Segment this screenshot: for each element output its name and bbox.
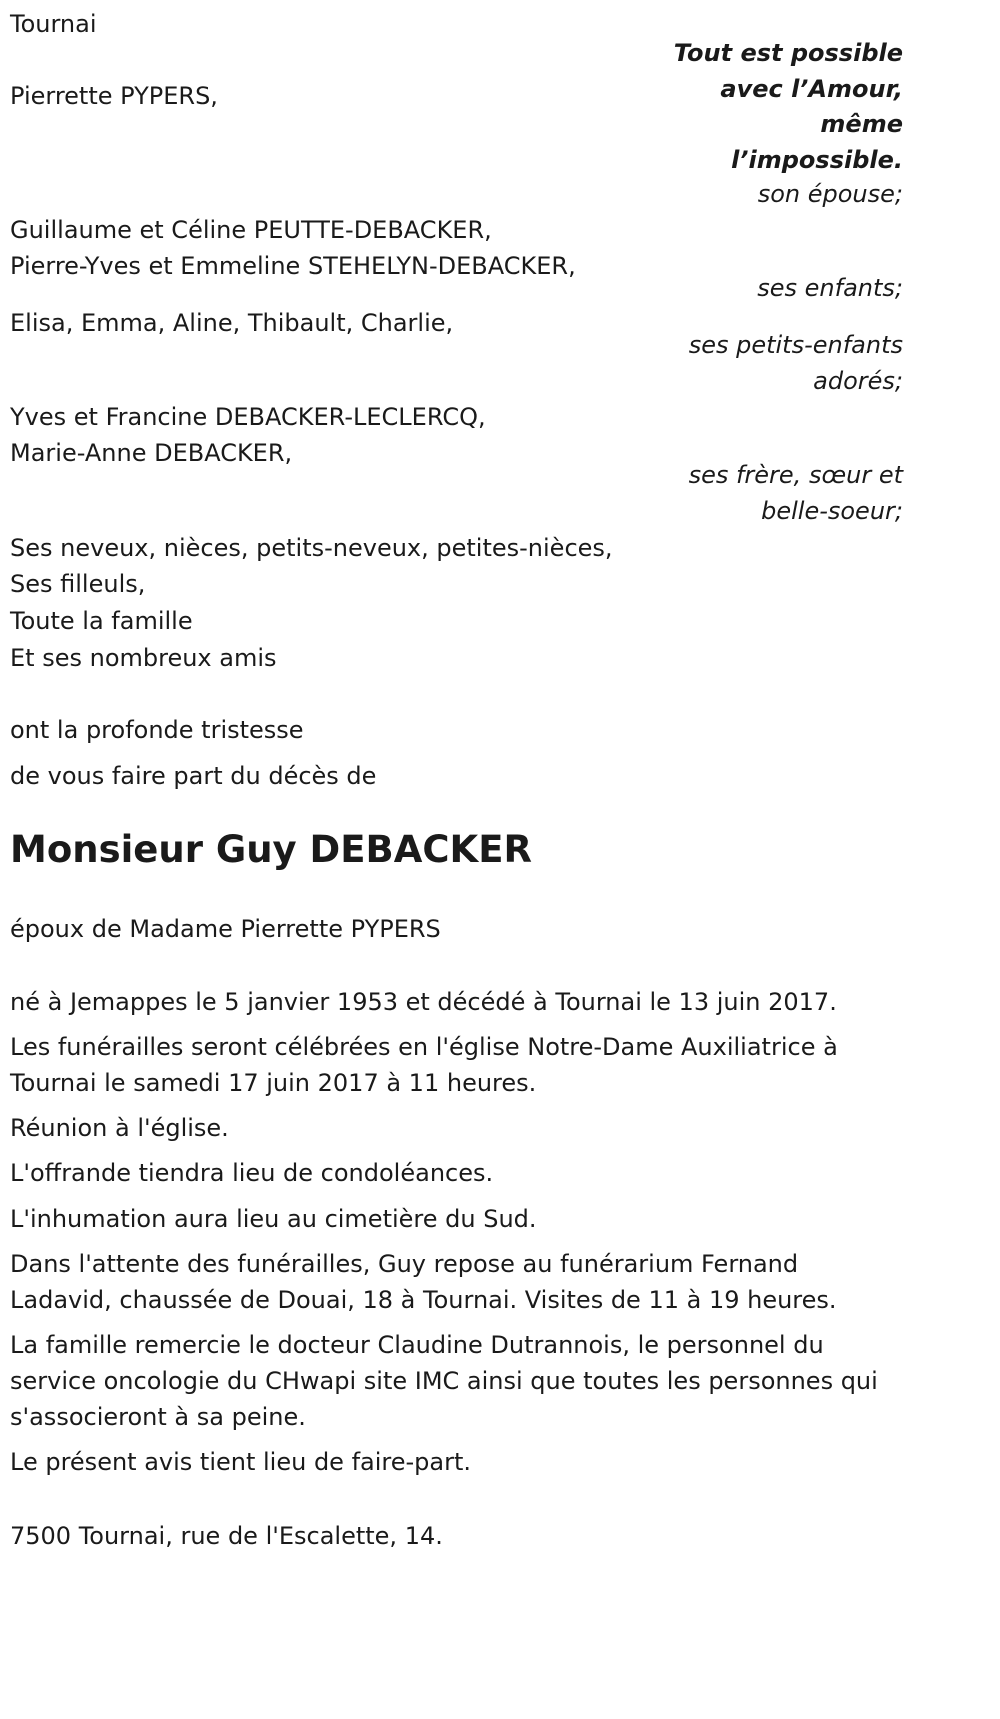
relatives-line: Et ses nombreux amis — [10, 644, 277, 672]
relatives-line: Toute la famille — [10, 607, 193, 635]
funeral-line: Tournai le samedi 17 juin 2017 à 11 heures. — [10, 1069, 537, 1097]
city-heading: Tournai — [10, 10, 97, 38]
relatives-line: Ses filleuls, — [10, 570, 146, 598]
child-name: Guillaume et Céline PEUTTE-DEBACKER, — [10, 216, 492, 244]
child-name: Pierre-Yves et Emmeline STEHELYN-DEBACKER, — [10, 252, 576, 280]
thanks-line: service oncologie du CHwapi site IMC ainsi que toutes les personnes qui — [10, 1367, 878, 1395]
spouse-role: son épouse; — [757, 180, 903, 208]
sibling-name: Yves et Francine DEBACKER-LECLERCQ, — [10, 403, 486, 431]
thanks-line: s'associeront à sa peine. — [10, 1403, 306, 1431]
offering-line: L'offrande tiendra lieu de condoléances. — [10, 1159, 494, 1187]
motto-line: même — [820, 110, 903, 138]
motto-line: l’impossible. — [731, 146, 903, 174]
siblings-role: ses frère, sœur et — [688, 461, 903, 489]
rest-line: Dans l'attente des funérailles, Guy repose au funérarium Fernand — [10, 1250, 799, 1278]
children-role: ses enfants; — [757, 274, 903, 302]
meeting-line: Réunion à l'église. — [10, 1114, 229, 1142]
relatives-line: Ses neveux, nièces, petits-neveux, petites-nièces, — [10, 534, 613, 562]
spouse-name: Pierrette PYPERS, — [10, 82, 218, 110]
notice-line: Le présent avis tient lieu de faire-part. — [10, 1448, 472, 1476]
funeral-line: Les funérailles seront célébrées en l'église Notre-Dame Auxiliatrice à — [10, 1033, 838, 1061]
birth-death: né à Jemappes le 5 janvier 1953 et décédé à Tournai le 13 juin 2017. — [10, 988, 837, 1016]
announcement-line: de vous faire part du décès de — [10, 762, 377, 790]
motto-line: Tout est possible — [673, 39, 903, 67]
deceased-name: Monsieur Guy DEBACKER — [10, 828, 532, 871]
rest-line: Ladavid, chaussée de Douai, 18 à Tournai. Visites de 11 à 19 heures. — [10, 1286, 837, 1314]
motto-line: avec l’Amour, — [720, 75, 903, 103]
grandchildren-role: adorés; — [813, 367, 903, 395]
burial-line: L'inhumation aura lieu au cimetière du Sud. — [10, 1205, 537, 1233]
announcement-line: ont la profonde tristesse — [10, 716, 304, 744]
siblings-role: belle-soeur; — [761, 497, 903, 525]
address-line: 7500 Tournai, rue de l'Escalette, 14. — [10, 1522, 443, 1550]
spouse-of: époux de Madame Pierrette PYPERS — [10, 915, 441, 943]
sibling-name: Marie-Anne DEBACKER, — [10, 439, 293, 467]
thanks-line: La famille remercie le docteur Claudine Dutrannois, le personnel du — [10, 1331, 824, 1359]
grandchildren-role: ses petits-enfants — [688, 331, 903, 359]
grandchildren-names: Elisa, Emma, Aline, Thibault, Charlie, — [10, 309, 454, 337]
